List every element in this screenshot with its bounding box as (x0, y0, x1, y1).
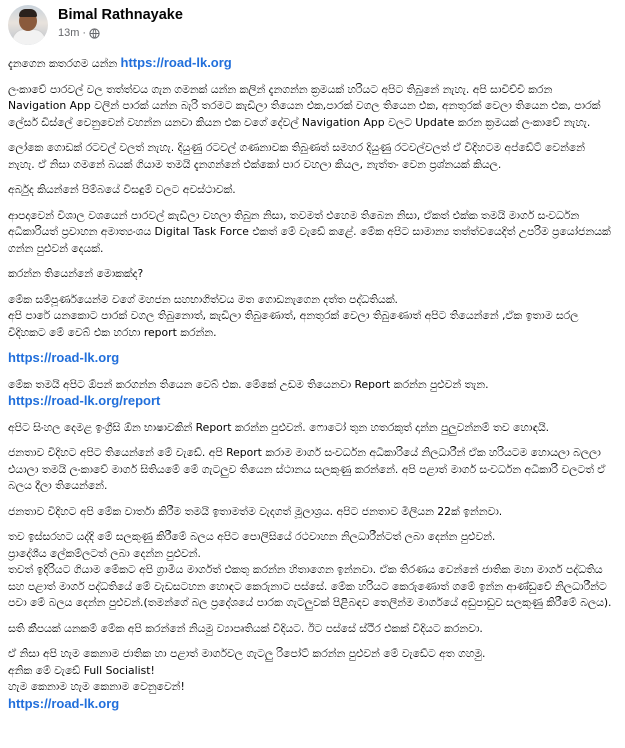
post-paragraph (8, 140, 613, 173)
post-paragraph (8, 266, 613, 283)
paragraph-text: ලෝකෙ ගොඩක් රටවල් වලත් නැහැ. දියුණු රටවල් ගණනාවක තිබුණත් සමහර දියුණු රටවල්වලත් ඒ විදිහටම අප්ඩේට් වෙන්නේ නැහැ. ඒ නිසා ගමනේ බයක් ගියාම තමයි දැනගන්නේ එක්කෝ පාර වහලා කියල, නැත්තං වෙන ප්‍රශ්නයක් කියල. (8, 141, 585, 171)
paragraph-text: ජනතාව විදිහට අපිට තියෙන්නේ මේ වැඩේ. අපි Report කරාම මාර්ග සංවර්ධන අධිකාරියේ නිලධාරීන් ඒක හරියටම හොයලා බලලා එයාලා තමයි ලංකාවේ මාර්ග සිතියමේ මේ ගැටලුව තියෙන ස්ථානය සලකුණු කරන්නේ. අපි පළාත් මාර්ග සංවර්ධන අධිකාරි වලටත් ඒ බලය දීලා තියෙන්නේ. (8, 446, 606, 492)
paragraph-text: තව ඉස්සරහට යද්දි මේ සලකුණු කිරීමේ බලය අපිට පොලිසියේ රථවාහන නිලධාරීන්ටත් ලබා දෙන්න පුළුවන්. (8, 530, 496, 543)
paragraph-text: මේක සම්පූර්ණයෙන්ම වගේ මහජන සහභාගිත්වය මත ගොඩනැගෙන දත්ත පද්ධතියක්. (8, 292, 398, 306)
paragraph-text: තවත් ඉදිරියට ගියාම මේකට අපි ග්‍රාමීය මාර්ගත් එකතු කරන්න හිතාගෙන ඉන්නවා. ඒක තිරණය වෙන්නේ ජාතික මහා මාර්ග පද්ධතිය සහ පළාත් මාර්ග පද්ධතියේ මේ වැඩසටහන හොඳට කෙරුනාට පස්සේ. මේක හරියට කෙරුණොත් ගමේ ඉන්න ආණ්ඩුවේ නිලධාරීන්ට පවා මේ බලය දෙන්න පුළුවන්.(තමන්ගේ බල ප්‍රදේශයේ පාරක ගැටලුවක් පිළිබඳව තෙලින්ම මාර්ගයේ අඩුපාඩුව සලකුණු කිරීමේ බලය). (8, 563, 612, 609)
globe-icon (89, 28, 100, 39)
paragraph-text: අපි පාරේ යනකොට පාරක් වගල තිබුනොත්, කැඩිලා තිබුණොත්, අනතුරක් වෙලා තිබුණොත් අපිට තියෙන්නේ ,ඒක ඉතාම සරල විදිහකට මේ වෙබ් එක හරහා report කරන්න. (8, 309, 579, 339)
paragraph-text: ජනතාව විදිහට අපි මේක වාර්තා කිරීම තමයි ඉතාමත්ම වැදගත් මූලාශ්‍රය. අපිට ජනතාව මිලියන 22ක් ඉන්නවා. (8, 504, 503, 518)
paragraph-text: ප්‍රාදේශීය ලේකම්ලටත් ලබා දෙන්න පුළුවන්. (8, 546, 201, 560)
post-paragraph (8, 82, 613, 132)
post-time[interactable]: 13m (58, 27, 80, 39)
paragraph-text: ලංකාවේ පාරවල් වල තත්ත්වය ගැන ගමනක් යන්න කලින් දැනගන්න ක්‍රමයක් හරියට අපිට තිබුනේ නැහැ. අපි සාවිච්චි කරන Navigation App වලින් පාරක් යන්න බැරි තරමට කැඩිලා තියෙන එක,පාරක් වගල තියෙන එක, අනතුරක් වෙලා තියෙන එක, පාරක් ලේසර් ඩිස්ලේ වෙනුවෙන් වහන්න යනවා කියන එක වගේ දේවල් Navigation App වලට Update කරන ක්‍රමයක් ලංකාවේ නැහැ. (8, 82, 601, 129)
post-paragraph (8, 621, 613, 638)
post-paragraph (8, 377, 613, 411)
post-paragraph (8, 445, 613, 495)
post-paragraph (8, 646, 613, 713)
post-meta (58, 27, 100, 39)
post-paragraph (8, 529, 613, 612)
paragraph-text: කරන්න තියෙන්නේ මොකක්ද? (8, 267, 144, 280)
post-paragraph (8, 292, 613, 342)
author-name[interactable]: Bimal Rathnayake (58, 7, 183, 23)
road-lk-link[interactable]: https://road-lk.org (8, 695, 120, 711)
paragraph-text: දැනගෙන කතරගම යන්න (8, 57, 121, 70)
post-paragraph (8, 420, 613, 437)
meta-separator: · (82, 27, 87, 39)
post-paragraph (8, 55, 613, 73)
post-paragraph (8, 208, 613, 258)
post-paragraph (8, 504, 613, 521)
post-paragraph (8, 350, 613, 368)
paragraph-text: ඒ නිසා අපි හැම කෙනාම ජාතික හා පළාත් මාර්ගවල ගැටලු රිපෝට් කරන්න පුළුවන් මේ වැඩේට අත ගහමු. (8, 647, 486, 660)
post-body (8, 55, 613, 722)
author-avatar[interactable] (8, 5, 48, 45)
paragraph-text: සති කීපයක් යනකම් මේක අපි කරන්නේ නියමු ව්‍යාපෘතියක් විදියට. ඊට පස්සේ ස්ථිර එකක් විදියට කරනවා. (8, 621, 483, 635)
paragraph-text: අර්බුද කියන්නේ පිම්බයේ විසඳුම් වලට අවස්ථාවක්. (8, 183, 236, 196)
paragraph-text: අපිට සිංහල දෙමළ ඉංග්‍රීසි ඕන භාෂාවකින් Report කරන්න පුළුවන්. ෆොටෝ තුන හතරකුත් දාන්න පුලුවන්නම් තව හොඳයි. (8, 420, 550, 434)
road-lk-link[interactable]: https://road-lk.org/report (8, 393, 161, 408)
paragraph-text: ආපදාවෙන් විශාල වශයෙන් පාරවල් කැඩිලා වහලා තිබුන නිසා, තවමත් එහෙම තිබෙන නිසා, ඒකත් එක්ක තමයි මාර්ග සංවර්ධන අධිකාරියත් ප්‍රවාහන අමාත්‍යංශය Digital Task Force එකත් මේ වැඩේ කළේ. මේක අපිට සාමාන්‍ය තත්ත්වයෙදිත් උපරිම ප්‍රයෝජනයක් ගන්න පුළුවන් දෙයක්. (8, 208, 611, 255)
paragraph-text: මේක තමයි අපිට ඕපන් කරගන්න තියෙන වෙබ් එක. මේකේ උඩම තියෙනවා Report කරන්න පුළුවන් තැන. (8, 377, 489, 391)
road-lk-link[interactable]: https://road-lk.org (8, 350, 120, 365)
road-lk-link[interactable]: https://road-lk.org (120, 55, 232, 70)
post-paragraph (8, 182, 613, 199)
paragraph-text: හැම කෙනාම හැම කෙනාම වෙනුවෙන්! (8, 680, 185, 693)
paragraph-text: අනික මේ වැඩේ Full Socialist! (8, 663, 155, 677)
post-header (8, 5, 608, 45)
